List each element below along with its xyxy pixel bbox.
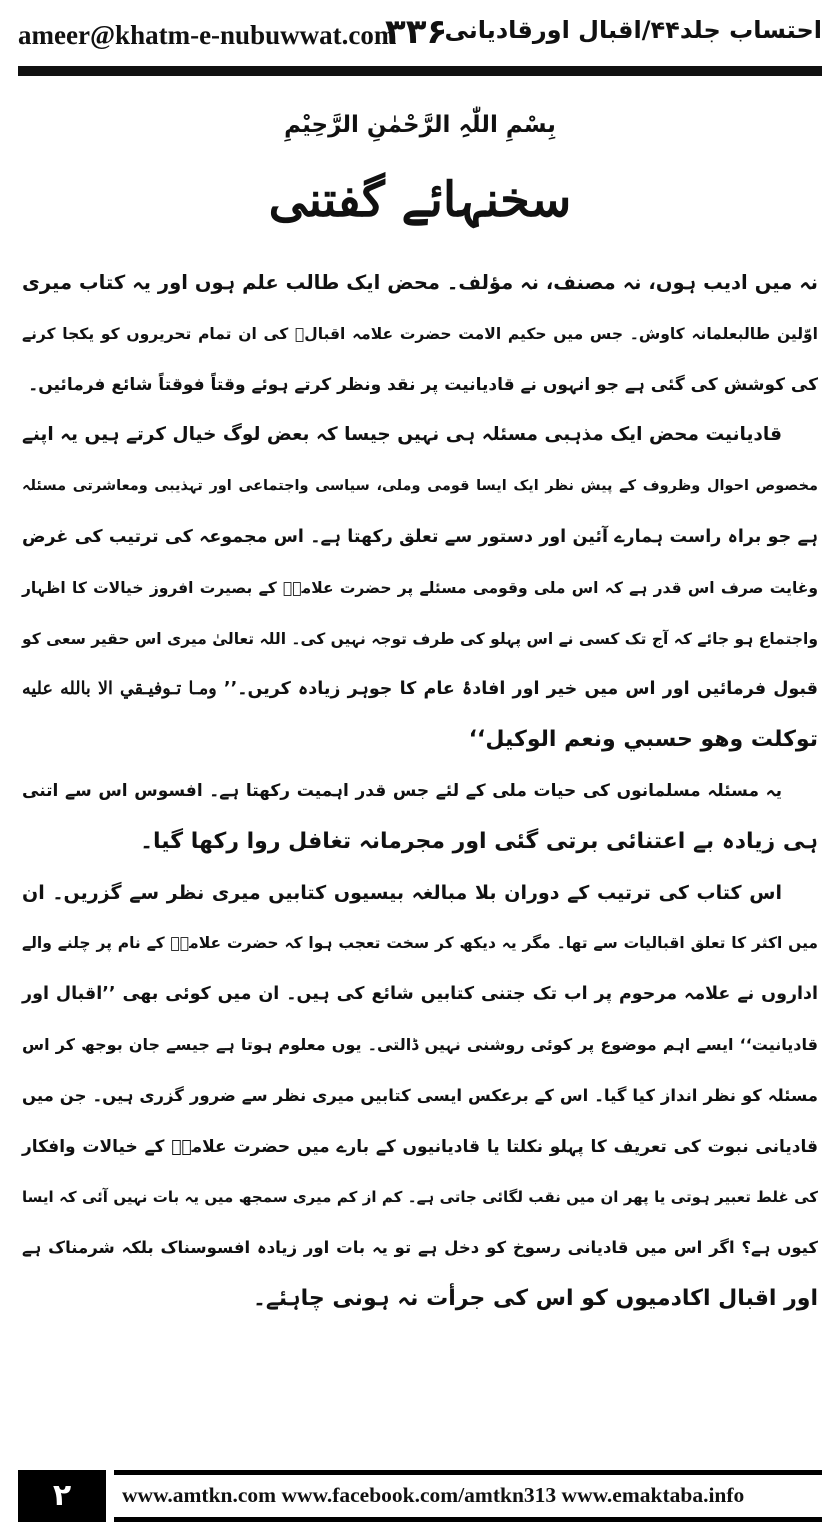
bismillah: بِسْمِ اللّٰہِ الرَّحْمٰنِ الرَّحِیْمِ — [284, 112, 556, 138]
text-line: نہ میں ادیب ہوں، نہ مصنف، نہ مؤلف۔ محض ایک طالب علم ہوں اور یہ کتاب میری — [22, 271, 818, 294]
text-line: قادیانیت‘‘ ایسے اہم موضوع پر کوئی روشنی نہیں ڈالتی۔ یوں معلوم ہوتا ہے جیسے جان بوجھ کر اس — [22, 1034, 818, 1054]
footer-links: www.amtkn.com www.facebook.com/amtkn313 www.emaktaba.info — [122, 1483, 745, 1507]
text-line: کی غلط تعبیر ہوتی یا پھر ان میں نقب لگائی جاتی ہے۔ کم از کم میری سمجھ میں یہ بات نہیں آئی کہ ایسا — [22, 1188, 818, 1207]
body-text — [22, 258, 818, 1325]
header-page-number: ۳۳۶ — [385, 12, 448, 52]
footer-divider-top — [114, 1470, 822, 1475]
text-line: اس کتاب کی ترتیب کے دوران بلا مبالغہ بیسیوں کتابیں میری نظر سے گزریں۔ ان — [22, 881, 782, 904]
text-line: واجتماع ہو جائے کہ آج تک کسی نے اس پہلو کی طرف توجہ نہیں کی۔ اللہ تعالیٰ میری اس حقیر سعی کو — [22, 629, 818, 648]
text-line: قادیانی نبوت کی تعریف کا پہلو نکلتا یا قادیانیوں کے بارے میں حضرت علامہؒ کے خیالات وافکار — [22, 1136, 818, 1157]
page-header — [0, 0, 840, 70]
footer-divider-bottom — [114, 1517, 822, 1522]
section-heading: سخنہائے گفتنی — [268, 172, 572, 228]
text-line: قادیانیت محض ایک مذہبی مسئلہ ہی نہیں جیسا کہ بعض لوگ خیال کرتے ہیں یہ اپنے — [22, 424, 782, 446]
footer-page-number: ۲ — [18, 1470, 106, 1522]
text-line: اور اقبال اکادمیوں کو اس کی جرأت نہ ہونی چاہئے۔ — [253, 1285, 818, 1311]
text-line: میں اکثر کا تعلق اقبالیات سے تھا۔ مگر یہ دیکھ کر سخت تعجب ہوا کہ حضرت علامہؒ کے نام پر چلنے والے — [22, 934, 818, 953]
text-line: کیوں ہے؟ اگر اس میں قادیانی رسوخ کو دخل ہے تو یہ بات اور زیادہ افسوسناک بلکہ شرمناک ہے — [22, 1238, 818, 1258]
header-book-title: احتساب جلد۴۴/اقبال اورقادیانی — [444, 16, 822, 44]
text-line: یہ مسئلہ مسلمانوں کی حیات ملی کے لئے جس قدر اہمیت رکھتا ہے۔ افسوس اس سے اتنی — [22, 780, 782, 801]
text-line: ہے جو براہ راست ہمارے آئین اور دستور سے تعلق رکھتا ہے۔ اس مجموعہ کی ترتیب کی غرض — [22, 526, 818, 547]
page-footer — [18, 1470, 822, 1522]
text-line: توكلت وهو حسبي ونعم الوكيل‘‘ — [468, 727, 818, 753]
text-line: اداروں نے علامہ مرحوم پر اب تک جتنی کتابیں شائع کی ہیں۔ ان میں کوئی بھی ’’اقبال اور — [22, 984, 818, 1005]
header-email: ameer@khatm-e-nubuwwat.com — [18, 20, 397, 50]
text-line — [22, 664, 818, 715]
text-line: اوّلین طالبعلمانہ کاوش۔ جس میں حکیم الامت حضرت علامہ اقبالؒ کی ان تمام تحریروں کو یکجا کرنے — [22, 324, 818, 343]
text-line-urdu: قبول فرمائیں اور اس میں خیر اور افادۂ عام کا جوہر زیادہ کریں۔’’ — [223, 679, 818, 700]
text-line: مخصوص احوال وظروف کے پیش نظر ایک ایسا قومی وملی، سیاسی واجتماعی اور تہذیبی ومعاشرتی مسئلہ — [22, 478, 818, 495]
header-divider — [18, 66, 822, 76]
arabic-phrase: ومـا تـوفيـقي الا بالله عليه — [22, 679, 217, 700]
text-line: کی کوشش کی گئی ہے جو انہوں نے قادیانیت پر نقد ونظر کرتے ہوئے وقتاً فوقتاً شائع فرمائیں۔ — [28, 374, 818, 395]
text-line: ہی زیادہ بے اعتنائی برتی گئی اور مجرمانہ تغافل روا رکھا گیا۔ — [140, 828, 818, 854]
text-line: وغایت صرف اس قدر ہے کہ اس ملی وقومی مسئلے پر حضرت علامہؒ کے بصیرت افروز خیالات کا اظہار — [22, 578, 818, 597]
text-line: مسئلہ کو نظر انداز کیا گیا۔ اس کے برعکس ایسی کتابیں میری نظر سے ضرور گزری ہیں۔ جن میں — [22, 1085, 818, 1105]
